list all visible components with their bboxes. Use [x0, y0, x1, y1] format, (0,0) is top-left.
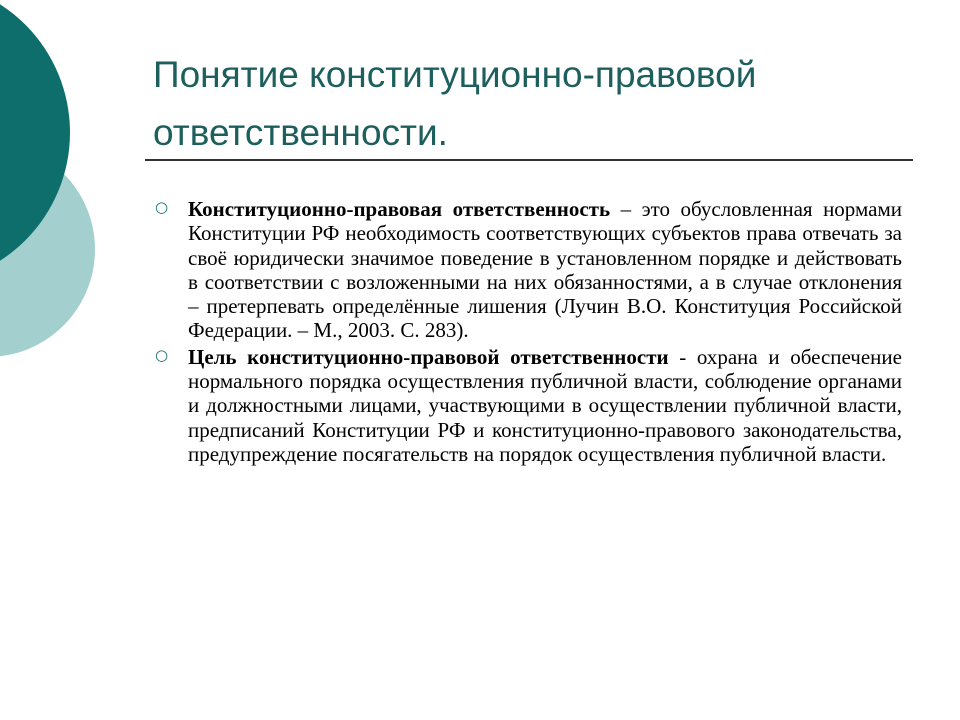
goal-term: Цель конституционно-правовой ответственности — [188, 344, 669, 369]
hollow-circle-bullet-icon: ○ — [155, 198, 169, 216]
goal-text: - охрана и обеспечение нормального порядка осуществления публичной власти, соблюдение органами и должностными лицами, участвующими в осуществлении публичной власти, предписаний Конституции РФ и конституционно-правового законодательства, предупреждение посягательств на порядок осуществления публичной власти. — [188, 344, 902, 466]
title-divider — [145, 159, 913, 161]
slide-title: Понятие конституционно-правовой ответственности. — [153, 54, 757, 153]
list-item — [150, 345, 902, 466]
definition-term: Конституционно-правовая ответственность — [188, 197, 611, 221]
bullet-list — [150, 197, 902, 468]
list-item — [150, 197, 902, 343]
hollow-circle-bullet-icon: ○ — [155, 345, 169, 364]
definition-text: – это обусловленная нормами Конституции РФ необходимость соответствующих субъектов права отвечать за своё юридически значимое поведение в установленном порядке и действовать в соответствии с возложенными на них обязанностями, а в случае отклонения – претерпевать определённые лишения (Лучин В.О. Конституция Российской Федерации. – М., 2003. С. 283). — [188, 197, 902, 343]
